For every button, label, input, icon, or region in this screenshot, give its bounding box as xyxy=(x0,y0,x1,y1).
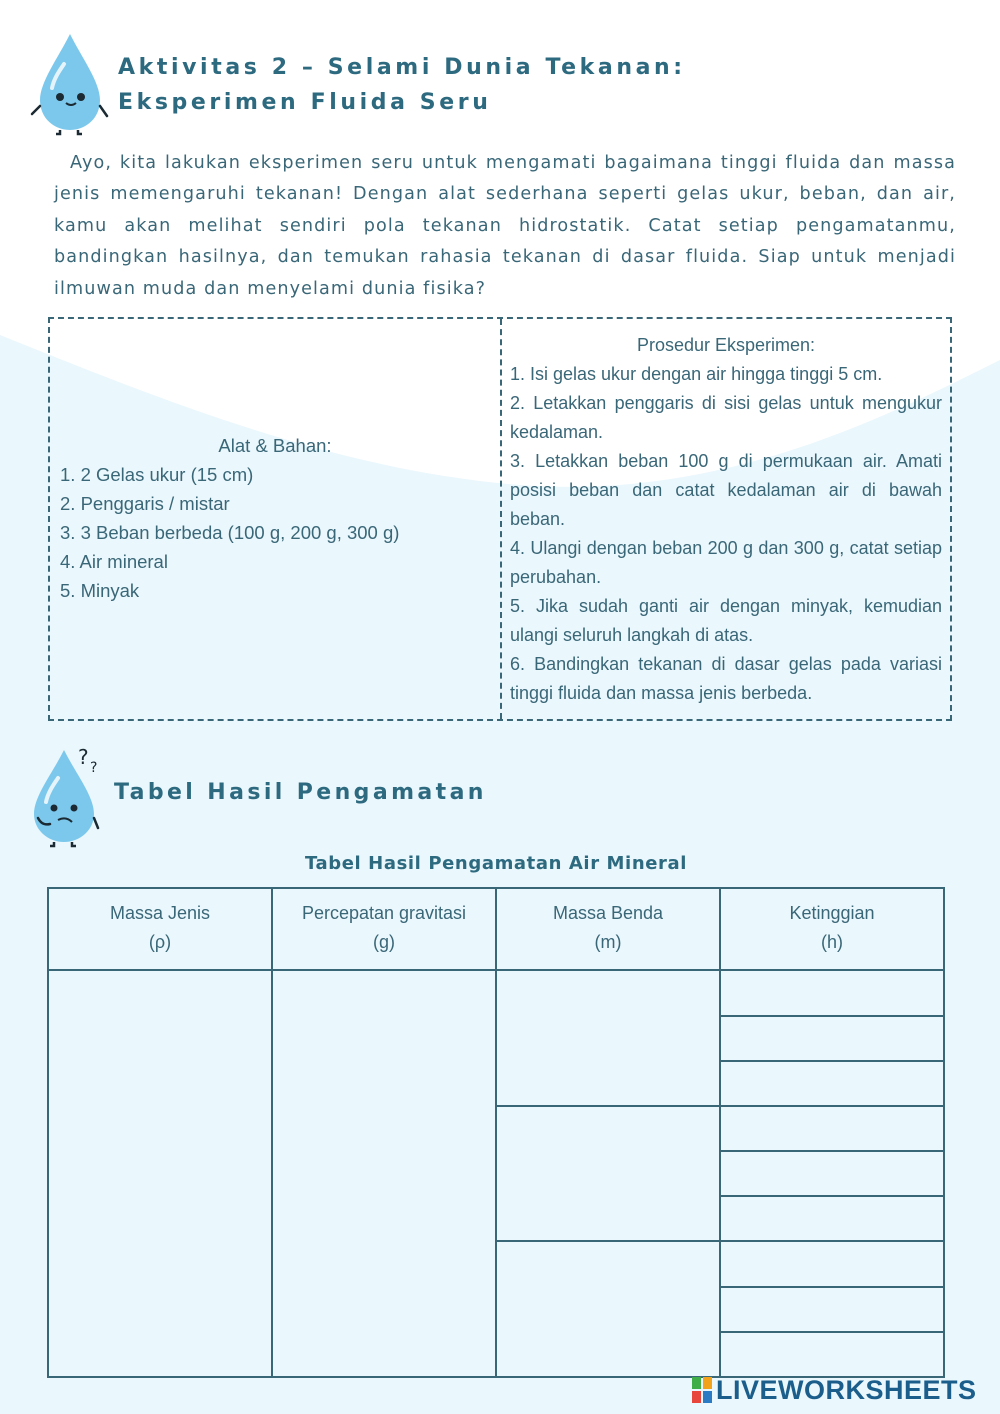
thinking-water-drop-icon xyxy=(24,744,104,848)
liveworksheets-logo-icon xyxy=(692,1377,712,1403)
height-answer-cell[interactable] xyxy=(720,1332,944,1377)
procedure-step: 3. Letakkan beban 100 g di permukaan air. Amati posisi beban dan catat kedalaman air di bawah beban. xyxy=(510,451,942,529)
height-answer-cell[interactable] xyxy=(720,1016,944,1061)
height-answer-cell[interactable] xyxy=(720,1106,944,1151)
materials-item: 4. Air mineral xyxy=(60,551,168,572)
mass-answer-cell[interactable] xyxy=(496,1241,720,1377)
mass-answer-cell[interactable] xyxy=(496,970,720,1106)
procedure-step: 4. Ulangi dengan beban 200 g dan 300 g, catat setiap perubahan. xyxy=(510,538,942,587)
header-density xyxy=(48,888,272,970)
header-label: Percepatan gravitasi xyxy=(301,903,467,923)
height-answer-cell[interactable] xyxy=(720,970,944,1015)
experiment-box xyxy=(48,317,952,721)
header-label: Massa Jenis xyxy=(109,903,211,923)
height-answer-cell[interactable] xyxy=(720,1151,944,1196)
procedure-step: 6. Bandingkan tekanan di dasar gelas pada variasi tinggi fluida dan massa jenis berbeda. xyxy=(510,654,942,703)
procedure-step: 2. Letakkan penggaris di sisi gelas untuk mengukur kedalaman. xyxy=(510,393,942,442)
liveworksheets-watermark xyxy=(692,1374,992,1406)
height-answer-cell[interactable] xyxy=(720,1061,944,1106)
table-caption: Tabel Hasil Pengamatan Air Mineral xyxy=(304,853,688,874)
header-mass xyxy=(496,888,720,970)
materials-section xyxy=(60,431,490,605)
header-symbol: (m) xyxy=(594,932,622,952)
materials-item: 5. Minyak xyxy=(60,580,140,601)
table-row xyxy=(48,970,944,1015)
mass-answer-cell[interactable] xyxy=(496,1106,720,1242)
observation-table xyxy=(47,887,945,1378)
materials-item: 3. 3 Beban berbeda (100 g, 200 g, 300 g) xyxy=(60,522,400,543)
gravity-answer-cell[interactable] xyxy=(272,970,496,1377)
height-answer-cell[interactable] xyxy=(720,1287,944,1332)
svg-text:?: ? xyxy=(78,745,89,769)
procedure-section xyxy=(510,331,942,708)
procedure-title: Prosedur Eksperimen: xyxy=(636,335,816,355)
header-symbol: (ρ) xyxy=(148,932,172,952)
header-symbol: (h) xyxy=(821,932,843,952)
table-header-row xyxy=(48,888,944,970)
materials-item: 1. 2 Gelas ukur (15 cm) xyxy=(60,464,254,485)
water-drop-mascot-icon xyxy=(28,30,110,136)
height-answer-cell[interactable] xyxy=(720,1241,944,1286)
procedure-step: 5. Jika sudah ganti air dengan minyak, kemudian ulangi seluruh langkah di atas. xyxy=(510,596,942,645)
header-label: Ketinggian xyxy=(789,903,875,923)
density-answer-cell[interactable] xyxy=(48,970,272,1377)
header-symbol: (g) xyxy=(373,932,395,952)
procedure-step: 1. Isi gelas ukur dengan air hingga tinggi 5 cm. xyxy=(510,364,883,384)
observation-heading: Tabel Hasil Pengamatan xyxy=(114,780,487,805)
intro-paragraph: Ayo, kita lakukan eksperimen seru untuk mengamati bagaimana tinggi fluida dan massa jenis memengaruhi tekanan! Dengan alat sederhana seperti gelas ukur, beban, dan air, kamu akan melihat sendiri pola tekanan hidrostatik. Catat setiap pengamatanmu, bandingkan hasilnya, dan temukan rahasia tekanan di dasar fluida. Siap untuk menjadi ilmuwan muda dan menyelami dunia fisika? xyxy=(54,153,956,299)
box-divider xyxy=(500,319,502,719)
svg-text:?: ? xyxy=(90,760,98,776)
materials-title: Alat & Bahan: xyxy=(218,435,332,456)
height-answer-cell[interactable] xyxy=(720,1196,944,1241)
header-height xyxy=(720,888,944,970)
materials-item: 2. Penggaris / mistar xyxy=(60,493,230,514)
header-gravity xyxy=(272,888,496,970)
activity-title: Aktivitas 2 – Selami Dunia Tekanan: Eksperimen Fluida Seru xyxy=(118,55,686,115)
watermark-text: LIVEWORKSHEETS xyxy=(716,1374,977,1405)
header-label: Massa Benda xyxy=(552,903,664,923)
